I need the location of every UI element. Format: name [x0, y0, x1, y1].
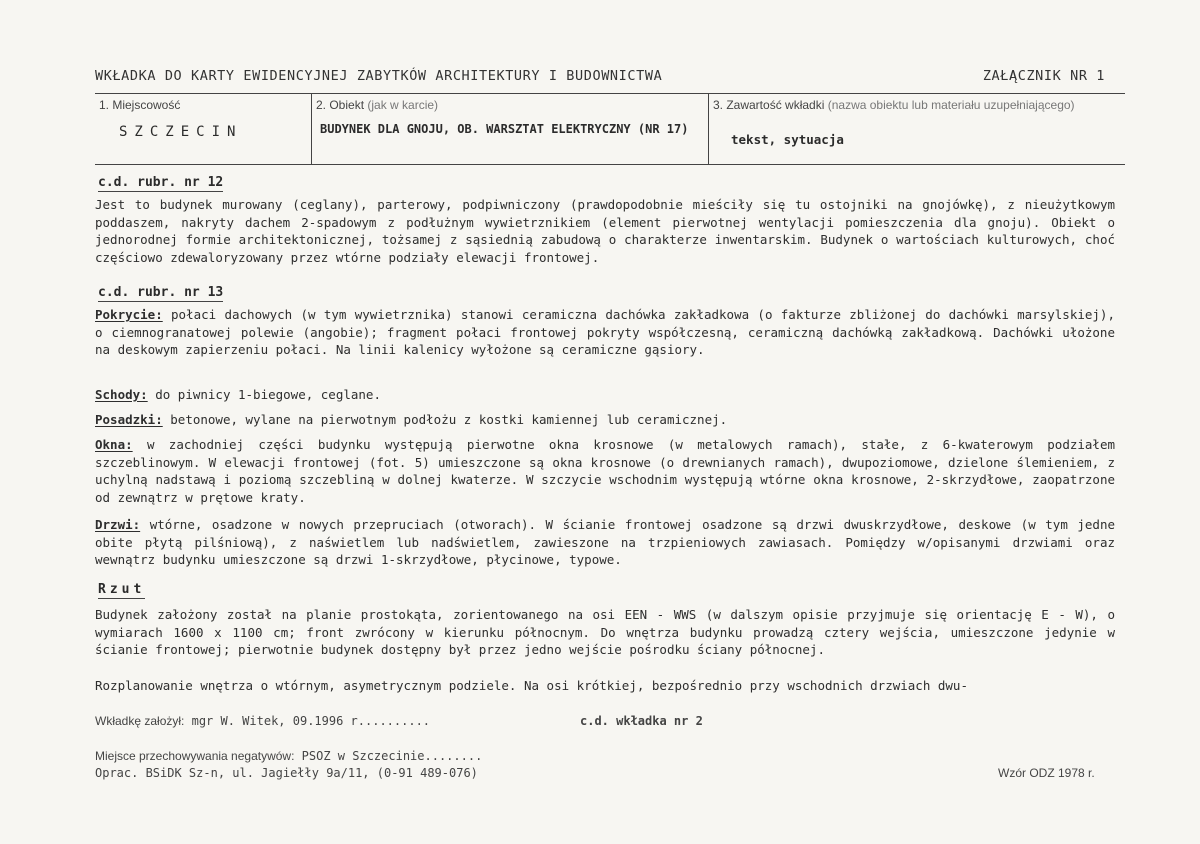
doors-paragraph [95, 516, 1115, 569]
doors-label: Drzwi: [95, 517, 141, 532]
content-caption-wrap [713, 98, 1075, 112]
negatives-row [95, 749, 482, 763]
negatives-value: PSOZ w Szczecinie........ [301, 749, 483, 763]
content-caption: 3. Zawartość wkładki [713, 98, 825, 112]
floor-text: betonowe, wylane na pierwotnym podłożu z kostki kamiennej lub ceramicznej. [170, 412, 728, 427]
stairs-text: do piwnicy 1-biegowe, ceglane. [155, 387, 381, 402]
card-header [95, 68, 1105, 84]
section-12-title: c.d. rubr. nr 12 [98, 175, 224, 190]
object-cell [311, 94, 708, 164]
doors-text: wtórne, osadzone w nowych przepruciach (otworach). W ścianie frontowej osadzone są drzwi dwuskrzydłowe, deskowe (w tym jedne obite płytą pilśniową), z naświetlem lub nadświetlem, zawieszone na trzpieniowych zawiasach. Pomiędzy w/opisanymi drzwiami oraz wewnątrz budynku umieszczone są drzwi 1-skrzydłowe, płycinowe, typowe. [95, 517, 1115, 567]
print-info: Oprac. BSiDK Sz-n, ul. Jagiełły 9a/11, (0-91 489-076) [95, 766, 478, 780]
negatives-label: Miejsce przechowywania negatywów: [95, 749, 295, 763]
card-title: WKŁADKA DO KARTY EWIDENCYJNEJ ZABYTKÓW ARCHITEKTURY I BUDOWNICTWA [95, 68, 663, 84]
section-12-text: Jest to budynek murowany (ceglany), parterowy, podpiwniczony (prawdopodobnie mieściły się tu ostojniki na gnojówkę), z nieużytkowym poddaszem, nakryty dachem 2-spadowym z podłużnym wywietrznikiem (element pierwotnej wentylacji pomieszczenia dla gnoju). Obiekt o jednorodnej formie architektonicznej, tożsamej z sąsiednią zabudową o charakterze inwentarskim. Budynek o wartościach kulturowych, choć częściowo zdewaloryzowany przez wtórne podziały elewacji frontowej. [95, 197, 1115, 265]
roof-paragraph [95, 306, 1115, 359]
place-cell [95, 94, 310, 164]
windows-text: w zachodniej części budynku występują pierwotne okna krosnowe (w metalowych ramach), stałe, z 6-kwaterowym podziałem szczeblinowym. W elewacji frontowej (fot. 5) umieszczone są okna krosnowe (o drewnianych ramach), dwupoziomowe, dzielone ślemieniem, z uchylną nadstawą i poziomą szczebliną w dolnej kwaterze. W szczycie wschodnim występują wtórne okna krosnowe, 2-skrzydłowe, zaopatrzone od zewnątrz w prętowe kraty. [95, 437, 1115, 505]
meta-table [95, 93, 1125, 165]
attachment-number: ZAŁĄCZNIK NR 1 [982, 68, 1105, 84]
windows-label: Okna: [95, 437, 133, 452]
object-caption-note: (jak w karcie) [367, 98, 439, 112]
form-info: Wzór ODZ 1978 r. [998, 766, 1095, 780]
place-value: SZCZECIN [119, 124, 243, 140]
plan-text-2: Rozplanowanie wnętrza o wtórnym, asymetrycznym podziele. Na osi krótkiej, bezpośrednio przy wschodnich drzwiach dwu- [95, 678, 968, 693]
plan-title: Rzut [98, 582, 146, 597]
stairs-label: Schody: [95, 387, 148, 402]
content-value: tekst, sytuacja [731, 132, 844, 147]
content-cell [708, 94, 1126, 164]
roof-label: Pokrycie: [95, 307, 163, 322]
continuation-note: c.d. wkładka nr 2 [580, 714, 703, 728]
object-caption: 2. Obiekt [316, 98, 365, 112]
author-value: mgr W. Witek, 09.1996 r.......... [191, 714, 431, 728]
stairs-paragraph [95, 386, 1115, 404]
author-row [95, 714, 430, 728]
floor-paragraph [95, 411, 1115, 429]
plan-text-1: Budynek założony został na planie prostokąta, zorientowanego na osi EEN - WWS (w dalszym opisie przyjmuje się orientację E - W), o wymiarach 1600 x 1100 cm; front zwrócony w kierunku północnym. Do wnętrza budynku prowadzą cztery wejścia, umieszczone jedynie w ścianie frontowej; pierwotnie budynek dostępny był przez jedno wejście pośrodku ściany północnej. [95, 607, 1115, 657]
author-label: Wkładkę założył: [95, 714, 185, 728]
content-caption-note: (nazwa obiektu lub materiału uzupełniającego) [827, 98, 1075, 112]
roof-text: połaci dachowych (w tym wywietrznika) stanowi ceramiczna dachówka zakładkowa (o fakturze zbliżonej do dachówki marsylskiej), o ciemnogranatowej polewie (angobie); fragment połaci frontowej pokryty współczesną, ceramiczną dachówką zakładkową. Dachówki ułożone na deskowym zapierzeniu połaci. Na linii kalenicy wyłożone są ceramiczne gąsiory. [95, 307, 1115, 357]
object-caption-wrap [316, 98, 438, 112]
section-13-title: c.d. rubr. nr 13 [98, 285, 224, 300]
object-value: BUDYNEK DLA GNOJU, OB. WARSZTAT ELEKTRYCZNY (NR 17) [320, 122, 689, 136]
floor-label: Posadzki: [95, 412, 163, 427]
place-caption: 1. Miejscowość [99, 98, 181, 112]
windows-paragraph [95, 436, 1115, 506]
